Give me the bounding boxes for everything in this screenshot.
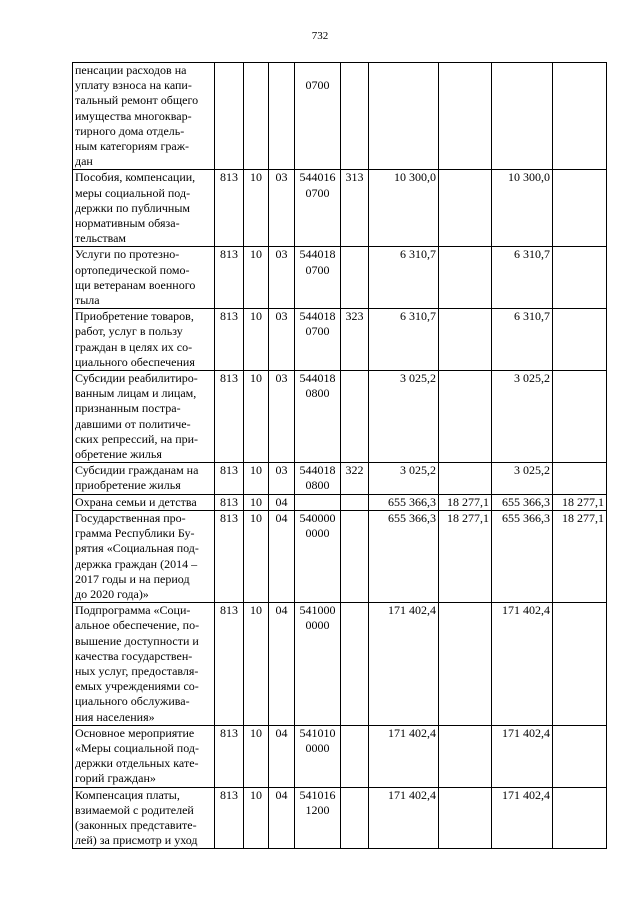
cell-csr: 541016 1200 — [295, 787, 341, 849]
cell-csr — [295, 494, 341, 510]
cell-ved: 813 — [215, 787, 244, 849]
cell-csr: 541000 0000 — [295, 603, 341, 726]
cell-sum1: 655 366,3 — [369, 510, 439, 602]
cell-vr: 313 — [341, 170, 369, 247]
cell-sum1: 171 402,4 — [369, 787, 439, 849]
cell-sum1: 171 402,4 — [369, 603, 439, 726]
cell-csr: 544018 0700 — [295, 309, 341, 371]
cell-sub1 — [439, 63, 492, 170]
cell-vr — [341, 494, 369, 510]
cell-ved: 813 — [215, 603, 244, 726]
cell-sum1 — [369, 63, 439, 170]
cell-vr — [341, 247, 369, 309]
cell-ved: 813 — [215, 371, 244, 463]
cell-sum2: 6 310,7 — [492, 309, 553, 371]
cell-sum1: 6 310,7 — [369, 247, 439, 309]
cell-pr: 03 — [269, 309, 295, 371]
cell-rz: 10 — [244, 787, 269, 849]
cell-pr: 03 — [269, 371, 295, 463]
cell-sub2 — [553, 247, 607, 309]
cell-sub2 — [553, 309, 607, 371]
table-row — [73, 787, 607, 849]
cell-sum2: 10 300,0 — [492, 170, 553, 247]
cell-sum2: 655 366,3 — [492, 510, 553, 602]
cell-csr: 544018 0700 — [295, 247, 341, 309]
table-row — [73, 603, 607, 726]
cell-ved: 813 — [215, 510, 244, 602]
cell-csr: 544018 0800 — [295, 463, 341, 494]
cell-vr — [341, 725, 369, 787]
cell-ved — [215, 63, 244, 170]
cell-ved: 813 — [215, 309, 244, 371]
cell-sum1: 6 310,7 — [369, 309, 439, 371]
cell-sum2: 171 402,4 — [492, 787, 553, 849]
cell-rz: 10 — [244, 603, 269, 726]
cell-pr: 04 — [269, 494, 295, 510]
table-row — [73, 247, 607, 309]
table-row — [73, 309, 607, 371]
cell-sub2 — [553, 463, 607, 494]
cell-ved: 813 — [215, 170, 244, 247]
cell-ved: 813 — [215, 494, 244, 510]
cell-csr: 0700 — [295, 63, 341, 170]
cell-rz: 10 — [244, 510, 269, 602]
cell-sub1 — [439, 787, 492, 849]
cell-sub1: 18 277,1 — [439, 494, 492, 510]
page-number: 732 — [311, 30, 329, 42]
cell-vr — [341, 371, 369, 463]
cell-rz: 10 — [244, 170, 269, 247]
cell-rz: 10 — [244, 463, 269, 494]
cell-sub2: 18 277,1 — [553, 494, 607, 510]
cell-sub2 — [553, 725, 607, 787]
cell-name: Услуги по протезно- ортопедической помо- щи ветеранам военного тыла — [73, 247, 215, 309]
cell-pr: 03 — [269, 247, 295, 309]
cell-pr: 04 — [269, 603, 295, 726]
table-row — [73, 371, 607, 463]
cell-sum1: 10 300,0 — [369, 170, 439, 247]
cell-rz: 10 — [244, 494, 269, 510]
cell-vr — [341, 603, 369, 726]
cell-sub1 — [439, 309, 492, 371]
cell-vr — [341, 63, 369, 170]
cell-sub2 — [553, 371, 607, 463]
cell-pr: 03 — [269, 463, 295, 494]
cell-sub2 — [553, 603, 607, 726]
cell-name: Охрана семьи и детства — [73, 494, 215, 510]
cell-vr: 322 — [341, 463, 369, 494]
cell-vr: 323 — [341, 309, 369, 371]
cell-rz: 10 — [244, 725, 269, 787]
cell-sum2: 171 402,4 — [492, 725, 553, 787]
cell-pr — [269, 63, 295, 170]
cell-pr: 04 — [269, 725, 295, 787]
cell-name: Компенсация платы, взимаемой с родителей (законных представите- лей) за присмотр и уход — [73, 787, 215, 849]
table-row — [73, 170, 607, 247]
budget-table — [72, 62, 607, 849]
cell-sum1: 655 366,3 — [369, 494, 439, 510]
cell-sub1 — [439, 170, 492, 247]
cell-rz: 10 — [244, 371, 269, 463]
cell-pr: 04 — [269, 510, 295, 602]
cell-sub1 — [439, 247, 492, 309]
cell-csr: 540000 0000 — [295, 510, 341, 602]
cell-vr — [341, 787, 369, 849]
table-row — [73, 463, 607, 494]
cell-sum2: 3 025,2 — [492, 463, 553, 494]
table-body — [73, 63, 607, 849]
cell-name: пенсации расходов на уплату взноса на капи- тальный ремонт общего имущества многоквар- тирного дома отдель- ным категориям граж- дан — [73, 63, 215, 170]
cell-rz — [244, 63, 269, 170]
cell-vr — [341, 510, 369, 602]
cell-name: Подпрограмма «Соци- альное обеспечение, по- вышение доступности и качества государствен- ных услуг, предоставля- емых учреждениями со- циального обслужива- ния населения» — [73, 603, 215, 726]
cell-sum1: 3 025,2 — [369, 371, 439, 463]
cell-sub2 — [553, 170, 607, 247]
cell-csr: 541010 0000 — [295, 725, 341, 787]
cell-rz: 10 — [244, 247, 269, 309]
cell-ved: 813 — [215, 247, 244, 309]
cell-sum2: 171 402,4 — [492, 603, 553, 726]
cell-sum2 — [492, 63, 553, 170]
cell-sum1: 3 025,2 — [369, 463, 439, 494]
cell-name: Основное мероприятие «Меры социальной под- держки отдельных кате- горий граждан» — [73, 725, 215, 787]
cell-sum1: 171 402,4 — [369, 725, 439, 787]
cell-csr: 544016 0700 — [295, 170, 341, 247]
cell-sum2: 3 025,2 — [492, 371, 553, 463]
table-row — [73, 494, 607, 510]
cell-sub1 — [439, 603, 492, 726]
cell-rz: 10 — [244, 309, 269, 371]
cell-sub1 — [439, 725, 492, 787]
cell-ved: 813 — [215, 463, 244, 494]
table-row — [73, 510, 607, 602]
cell-pr: 04 — [269, 787, 295, 849]
cell-sum2: 655 366,3 — [492, 494, 553, 510]
table-row — [73, 725, 607, 787]
cell-pr: 03 — [269, 170, 295, 247]
cell-sub1 — [439, 371, 492, 463]
cell-sub1 — [439, 463, 492, 494]
cell-sum2: 6 310,7 — [492, 247, 553, 309]
cell-sub2 — [553, 787, 607, 849]
cell-sub2 — [553, 63, 607, 170]
cell-csr: 544018 0800 — [295, 371, 341, 463]
cell-name: Субсидии реабилитиро- ванным лицам и лицам, признанным постра- давшими от политиче- ских репрессий, на при- обретение жилья — [73, 371, 215, 463]
table-row — [73, 63, 607, 170]
cell-sub2: 18 277,1 — [553, 510, 607, 602]
cell-ved: 813 — [215, 725, 244, 787]
cell-name: Субсидии гражданам на приобретение жилья — [73, 463, 215, 494]
cell-name: Государственная про- грамма Республики Бу- рятия «Социальная под- держка граждан (2014 – 2017 годы и на период до 2020 года)» — [73, 510, 215, 602]
cell-name: Приобретение товаров, работ, услуг в пользу граждан в целях их со- циального обеспечения — [73, 309, 215, 371]
cell-name: Пособия, компенсации, меры социальной под- держки по публичным нормативным обяза- тельствам — [73, 170, 215, 247]
cell-sub1: 18 277,1 — [439, 510, 492, 602]
